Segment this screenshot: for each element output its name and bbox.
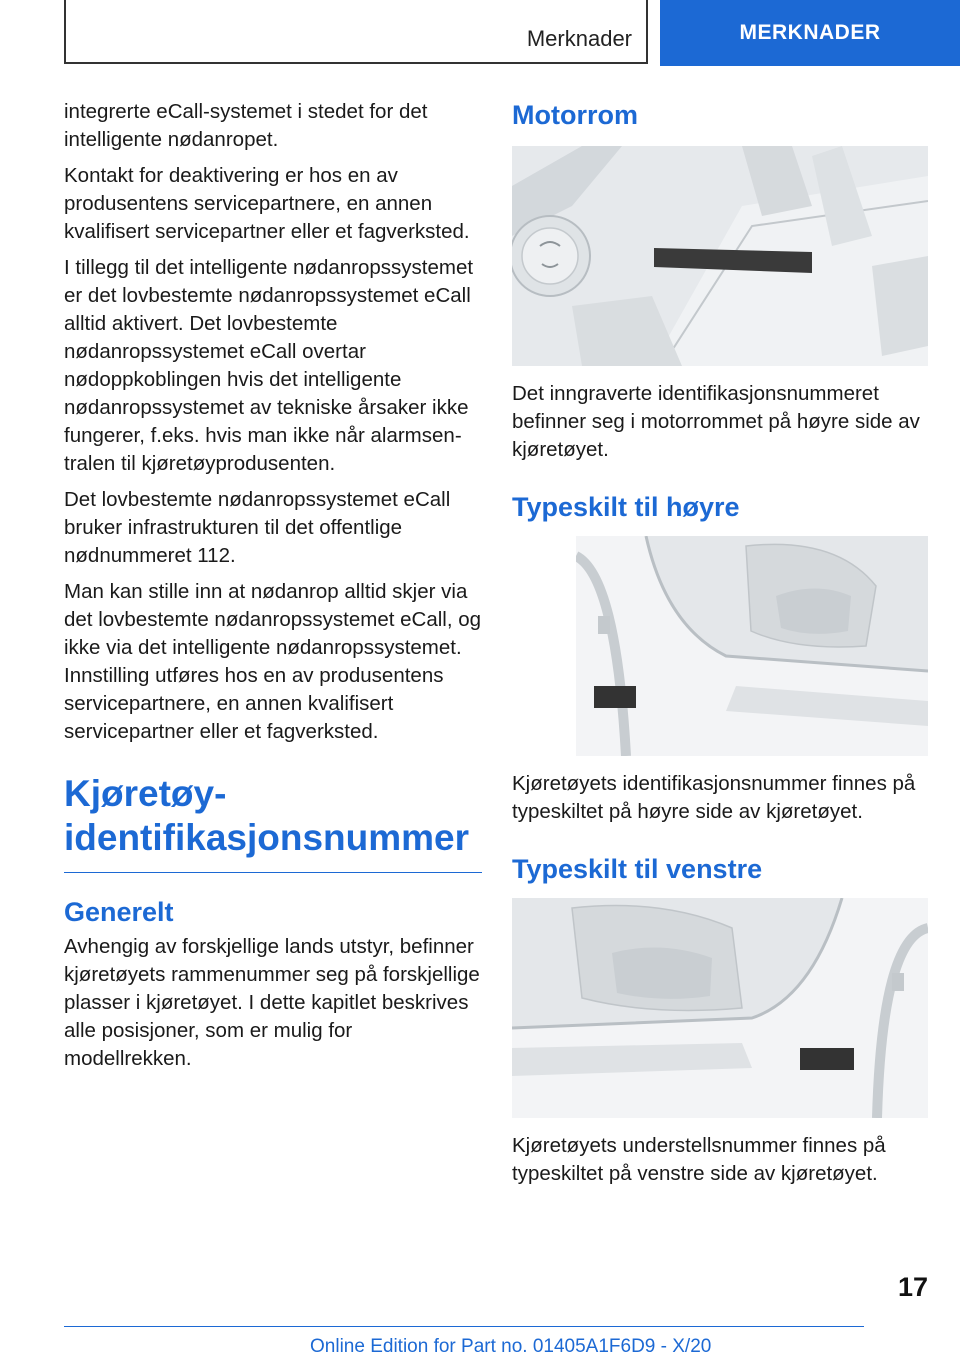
- header-chapter-tab[interactable]: MERKNADER: [660, 0, 960, 66]
- right-column: [512, 98, 928, 1196]
- paragraph: integrerte eCall-systemet i stedet for det intelligente nødanropet.: [64, 100, 428, 151]
- right-plate-caption: Kjøretøyets identifikasjonsnummer finnes på typeskiltet på høyre side av kjøretøyet.: [512, 772, 916, 823]
- section-title-line: Kjøretøy-: [64, 773, 227, 814]
- engine-bay-image: [512, 146, 928, 366]
- paragraph: Kontakt for deaktivering er hos en av produsentens servicepartnere, en annen kvalifisert servicepartner eller et fagverksted.: [64, 164, 470, 243]
- left-plate-title: Typeskilt til venstre: [512, 854, 763, 884]
- header-section-label: Merknader: [526, 26, 632, 51]
- paragraph: I tillegg til det intelligente nødanropssystemet er det lovbestemte nødanropssystemet eCall alltid aktivert. Det lovbestemte nødanropssystemet eCall overtar nødoppkoblingen hvis det intelligente nødanropssystemet av tekniske årsaker ikke fungerer, f.eks. hvis man ikke når alarmsentralen til kjøretøyprodusenten.: [64, 256, 474, 475]
- left-plate-caption: Kjøretøyets understellsnummer finnes på typeskiltet på venstre side av kjøretøyet.: [512, 1134, 886, 1185]
- paragraph: Man kan stille inn at nødanrop alltid skjer via det lovbestemte nødanropssystemet eCall, og ikke via det intelligente nødanropssystemet. Innstilling utføres hos en av produsentens servicepartnere, en annen kvalifisert servicepartner eller et fagverksted.: [64, 580, 482, 743]
- paragraph: Avhengig av forskjellige lands utstyr, befinner kjøretøyets rammenummer seg på forskjellige plasser i kjøretøyet. I dette kapitlet beskrives alle posisjoner, som er mulig for modellrekken.: [64, 935, 480, 1070]
- section-title-line: identifikasjonsnummer: [64, 817, 470, 858]
- engine-bay-title: Motorrom: [512, 100, 638, 130]
- engine-bay-caption: Det inngraverte identifikasjonsnummeret befinner seg i motorrommet på høyre side av kjøretøyet.: [512, 382, 920, 461]
- left-plate-image: [512, 898, 928, 1118]
- page-number: 17: [897, 1272, 928, 1302]
- right-plate-title: Typeskilt til høyre: [512, 492, 740, 522]
- paragraph: Det lovbestemte nødanropssystemet eCall bruker infrastrukturen til det offentlige nødnummeret 112.: [64, 488, 451, 567]
- subsection-title: Generelt: [64, 897, 174, 927]
- footer-divider: [64, 1326, 864, 1327]
- footer-edition[interactable]: Online Edition for Part no. 01405A1F6D9 - X/20: [310, 1336, 712, 1357]
- section-title: [64, 772, 482, 873]
- right-plate-image: [576, 536, 928, 756]
- left-column: [64, 98, 482, 1081]
